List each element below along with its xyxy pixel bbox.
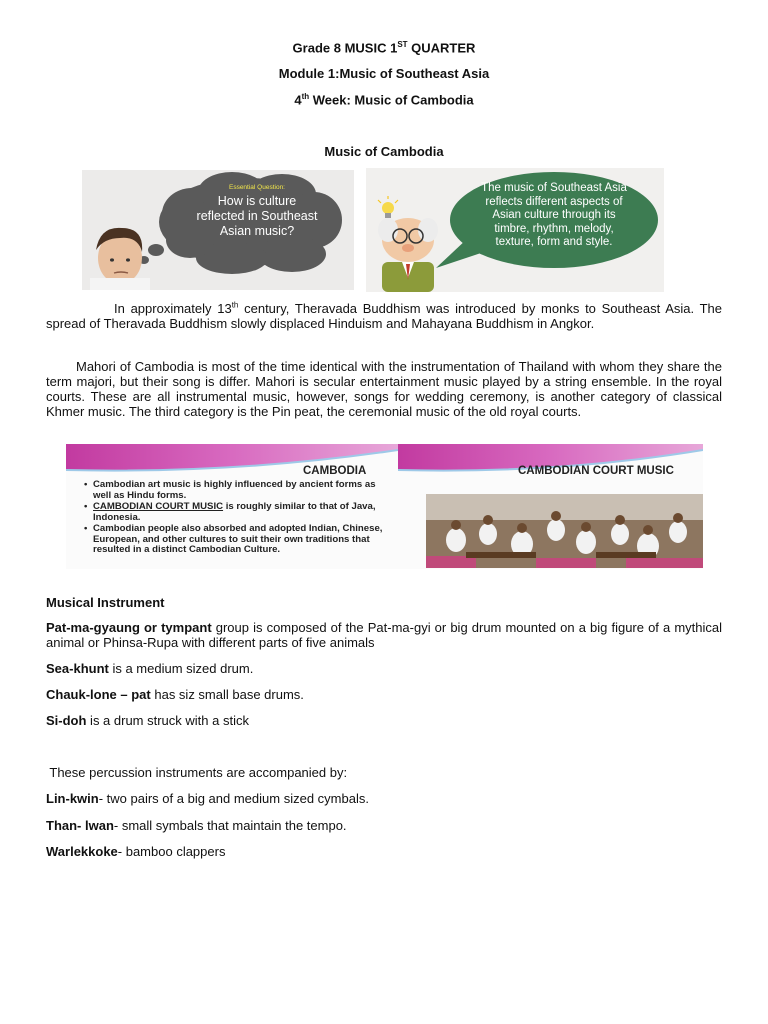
instrument-term: Chauk-lone – pat: [46, 687, 151, 702]
accompaniment-item: [46, 818, 347, 833]
court-music-underline: CAMBODIAN COURT MUSIC: [93, 501, 224, 512]
paragraph-mahori: Mahori of Cambodia is most of the time identical with the instrumentation of Thailand with whom they share the term majori, but their song is differ. Mahori is secular entertainment music played by a string ensemble. In the royal courts. These are all instrumental music, however, songs for wedding ceremony, is another category of classical Khmer music. The third category is the Pin peat, the ceremonial music of the old royal courts.: [46, 359, 722, 419]
southeast-asia-music-image: [366, 168, 664, 292]
header-line3-sup: th: [301, 92, 310, 101]
para1-sup: th: [231, 300, 239, 310]
header-line1-text: Grade 8 MUSIC 1: [292, 40, 398, 56]
accompaniment-item: [46, 844, 225, 859]
instrument-item: [46, 661, 253, 676]
court-music-slide: [398, 444, 703, 569]
instrument-desc: is a drum struck with a stick: [86, 713, 249, 728]
court-musicians-photo: [426, 494, 703, 568]
instrument-item: [46, 687, 304, 702]
instrument-term: Sea-khunt: [46, 661, 109, 676]
paragraph-buddhism: [46, 301, 722, 331]
accompaniment-desc: - two pairs of a big and medium sized cymbals.: [98, 791, 369, 806]
instrument-desc: group is composed of the Pat-ma-gyi or big drum mounted on a big figure of a mythical animal or Phinsa-Rupa with different parts of five animals: [46, 620, 723, 650]
doc-header-grade: [0, 40, 768, 55]
slide1-bullet: • Cambodian art music is highly influenced by ancient forms as well as Hindu forms.: [84, 480, 384, 501]
slide1-bullets: [84, 480, 384, 557]
accompaniment-desc: - small symbals that maintain the tempo.: [113, 818, 347, 833]
slide1-bullet: • Cambodian people also absorbed and adopted Indian, Chinese, European, and other cultures to suit their own traditions that resulted in a distinct Cambodian Culture.: [84, 524, 384, 556]
accompaniment-item: [46, 791, 369, 806]
header-line3-text: 4: [294, 92, 302, 108]
para1-text-a: In approximately 13: [114, 301, 232, 316]
slide1-bullet: [84, 502, 384, 523]
bubble-text: The music of Southeast Asia reflects different aspects of Asian culture through its timbre, rhythm, melody, texture, form and style.: [481, 182, 627, 248]
instrument-term: Si-doh: [46, 713, 87, 728]
accompanied-intro: These percussion instruments are accompanied by:: [46, 765, 348, 780]
instrument-term: Pat-ma-gyaung or tympant: [46, 620, 212, 635]
accompaniment-term: Than- lwan: [46, 818, 114, 833]
accompaniment-desc: - bamboo clappers: [117, 844, 226, 859]
header-line1-suffix: QUARTER: [407, 40, 476, 56]
essential-question-text: How is culture reflected in Southeast Asian music?: [196, 194, 318, 238]
instrument-desc: is a medium sized drum.: [108, 661, 254, 676]
header-line3-suffix: Week: Music of Cambodia: [309, 92, 474, 108]
section-title: Music of Cambodia: [324, 144, 444, 159]
instrument-item: [46, 713, 249, 728]
accompaniment-term: Lin-kwin: [46, 791, 99, 806]
slide2-title: CAMBODIAN COURT MUSIC: [518, 465, 674, 477]
slide1-title: CAMBODIA: [303, 465, 367, 477]
essential-question-image: [82, 170, 354, 290]
para1-text-b: century, Theravada Buddhism was introduced by monks to Southeast Asia. The spread of Theravada Buddhism slowly displaced Hinduism and Mahayana Buddhism in Angkor.: [46, 301, 722, 331]
instruments-heading: Musical Instrument: [46, 595, 165, 610]
doc-header-week: [0, 92, 768, 107]
instrument-item: [46, 620, 722, 650]
slide1-bullet2-rest: is roughly similar to that of Java, Indonesia.: [93, 501, 376, 523]
essential-question-label: Essential Question:: [228, 184, 285, 191]
accompaniment-term: Warlekkoke: [46, 844, 118, 859]
cambodia-slide: [66, 444, 398, 569]
header-line1-sup: ST: [397, 40, 408, 49]
doc-header-module: Module 1:Music of Southeast Asia: [278, 66, 490, 81]
instrument-desc: has siz small base drums.: [150, 687, 304, 702]
